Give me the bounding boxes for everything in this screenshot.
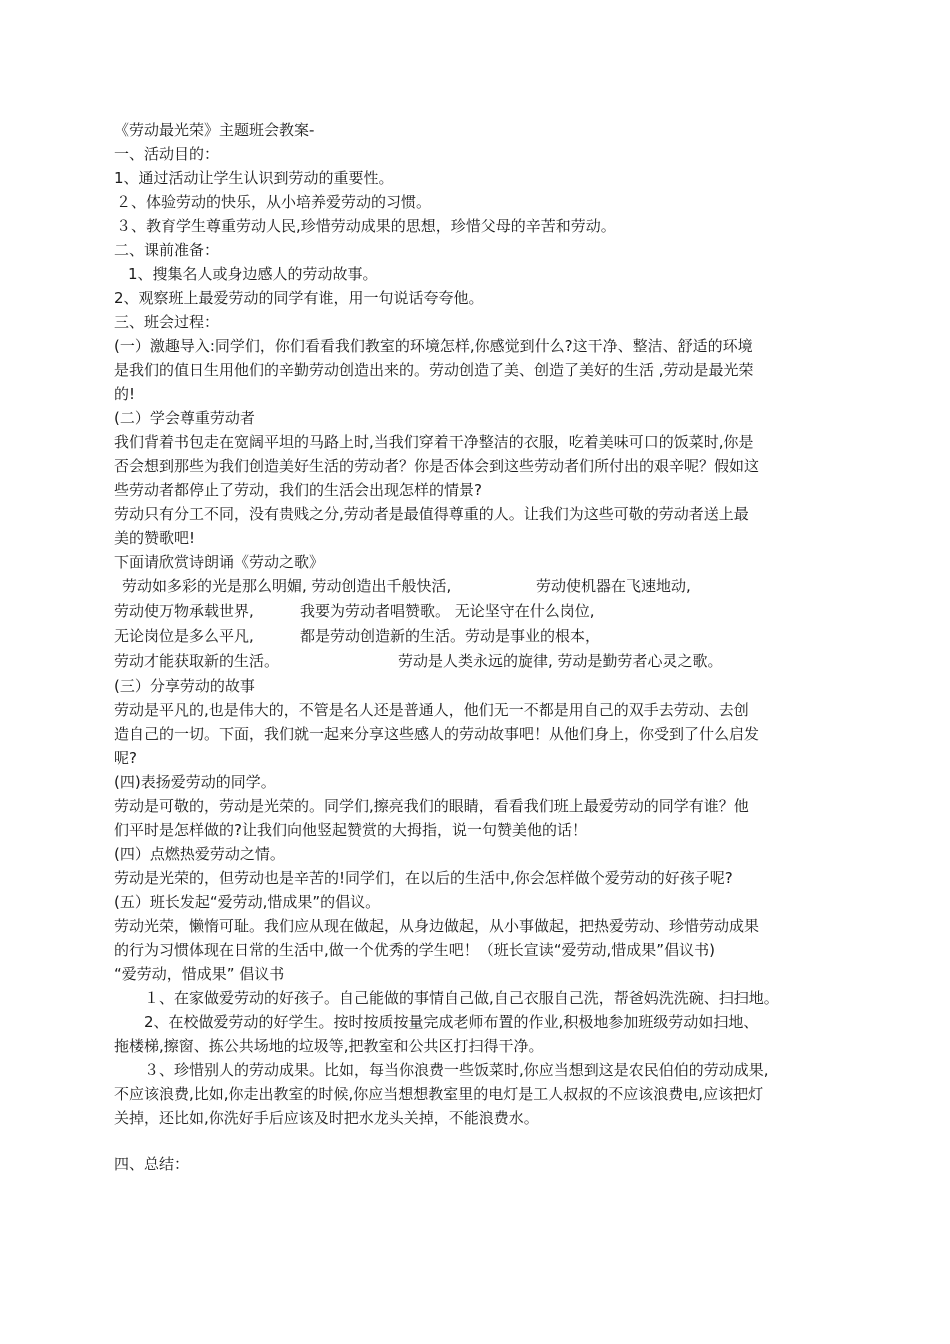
paragraph-line: 劳动是平凡的,也是伟大的，不管是名人还是普通人，他们无一不都是用自己的双手去劳动、去创 <box>114 701 749 719</box>
section-heading-summary: 四、总结： <box>114 1155 190 1173</box>
poem-phrase: 我要为劳动者唱赞歌。 无论坚守在什么岗位, <box>300 602 595 620</box>
proposal-item-continued: 不应该浪费,比如,你走出教室的时候,你应当想想教室里的电灯是工人叔叔的不应该浪费电,应该把灯 <box>114 1085 764 1103</box>
subheading-passion: (四）点燃热爱劳动之情。 <box>114 845 285 863</box>
subheading-praise: (四)表扬爱劳动的同学。 <box>114 773 276 791</box>
proposal-item-continued: 拖楼梯,擦窗、拣公共场地的垃圾等,把教室和公共区打扫得干净。 <box>114 1037 544 1055</box>
objective-item: ３、教育学生尊重劳动人民,珍惜劳动成果的思想，珍惜父母的辛苦和劳动。 <box>116 217 616 235</box>
poem-phrase: 劳动使万物承载世界, <box>114 602 254 620</box>
poem-phrase: 劳动才能获取新的生活。 <box>114 652 280 670</box>
poem-phrase: 劳动如多彩的光是那么明媚, 劳动创造出千般快活, <box>122 577 452 595</box>
section-heading-process: 三、班会过程： <box>114 313 220 331</box>
paragraph-line: 是我们的值日生用他们的辛勤劳动创造出来的。劳动创造了美、创造了美好的生活 ,劳动是最光荣 <box>114 361 754 379</box>
paragraph-line: 们平时是怎样做的?让我们向他竖起赞赏的大拇指，说一句赞美他的话！ <box>114 821 587 839</box>
section-heading-objectives: 一、活动目的： <box>114 145 220 163</box>
paragraph-line: 的行为习惯体现在日常的生活中,做一个优秀的学生吧！（班长宣读“爱劳动,惜成果”倡议书) <box>114 941 715 959</box>
document-title: 《劳动最光荣》主题班会教案- <box>114 121 315 139</box>
paragraph-line: 造自己的一切。下面，我们就一起来分享这些感人的劳动故事吧！从他们身上，你受到了什么启发 <box>114 725 760 743</box>
document-body <box>114 118 854 1176</box>
poem-phrase: 劳动是人类永远的旋律, 劳动是勤劳者心灵之歌。 <box>398 652 723 670</box>
paragraph-line: 劳动是可敬的，劳动是光荣的。同学们,擦亮我们的眼睛，看看我们班上最爱劳动的同学有谁？他 <box>114 797 749 815</box>
subheading-proposal: (五）班长发起“爱劳动,惜成果”的倡议。 <box>114 893 381 911</box>
objective-item: ２、体验劳动的快乐，从小培养爱劳动的习惯。 <box>116 193 432 211</box>
preparation-item: 2、观察班上最爱劳动的同学有谁，用一句说话夸夸他。 <box>114 289 484 307</box>
blank-line <box>114 1130 854 1152</box>
poem-line <box>114 624 854 649</box>
paragraph-line: 否会想到那些为我们创造美好生活的劳动者？你是否体会到这些劳动者们所付出的艰辛呢？假如这 <box>114 457 760 475</box>
proposal-item: 2、在校做爱劳动的好学生。按时按质按量完成老师布置的作业,积极地参加班级劳动如扫地、 <box>144 1013 759 1031</box>
proposal-item-continued: 关掉，还比如,你洗好手后应该及时把水龙头关掉，不能浪费水。 <box>114 1109 539 1127</box>
proposal-item: １、在家做爱劳动的好孩子。自己能做的事情自己做,自己衣服自己洗，帮爸妈洗洗碗、扫扫地。 <box>144 989 779 1007</box>
poem-phrase: 都是劳动创造新的生活。劳动是事业的根本， <box>300 627 601 645</box>
paragraph-line: 劳动是光荣的，但劳动也是辛苦的!同学们，在以后的生活中,你会怎样做个爱劳动的好孩子呢? <box>114 869 733 887</box>
paragraph-line: (一）激趣导入:同学们，你们看看我们教室的环境怎样,你感觉到什么?这干净、整洁、舒适的环境 <box>114 337 753 355</box>
poem-line <box>114 599 854 624</box>
poem-intro: 下面请欣赏诗朗诵《劳动之歌》 <box>114 553 325 571</box>
poem-line <box>114 649 854 674</box>
paragraph-line: 我们背着书包走在宽阔平坦的马路上时,当我们穿着干净整洁的衣服，吃着美味可口的饭菜时,你是 <box>114 433 754 451</box>
section-heading-preparation: 二、课前准备： <box>114 241 220 259</box>
paragraph-line: 劳动光荣，懒惰可耻。我们应从现在做起，从身边做起，从小事做起，把热爱劳动、珍惜劳动成果 <box>114 917 760 935</box>
paragraph-line: 些劳动者都停止了劳动，我们的生活会出现怎样的情景? <box>114 481 482 499</box>
paragraph-line: 劳动只有分工不同，没有贵贱之分,劳动者是最值得尊重的人。让我们为这些可敬的劳动者送上最 <box>114 505 749 523</box>
paragraph-line: 的! <box>114 385 136 403</box>
objective-item: 1、通过活动让学生认识到劳动的重要性。 <box>114 169 394 187</box>
poem-phrase: 劳动使机器在飞速地动, <box>536 577 691 595</box>
proposal-item: ３、珍惜别人的劳动成果。比如，每当你浪费一些饭菜时,你应当想到这是农民伯伯的劳动成果, <box>144 1061 769 1079</box>
preparation-item: 1、搜集名人或身边感人的劳动故事。 <box>128 265 378 283</box>
proposal-title: “爱劳动，惜成果” 倡议书 <box>114 965 285 983</box>
paragraph-line: 美的赞歌吧! <box>114 529 196 547</box>
subheading-respect: (二）学会尊重劳动者 <box>114 409 255 427</box>
poem-line <box>114 574 854 599</box>
paragraph-line: 呢? <box>114 749 137 767</box>
subheading-stories: (三）分享劳动的故事 <box>114 677 255 695</box>
poem-phrase: 无论岗位是多么平凡, <box>114 627 254 645</box>
